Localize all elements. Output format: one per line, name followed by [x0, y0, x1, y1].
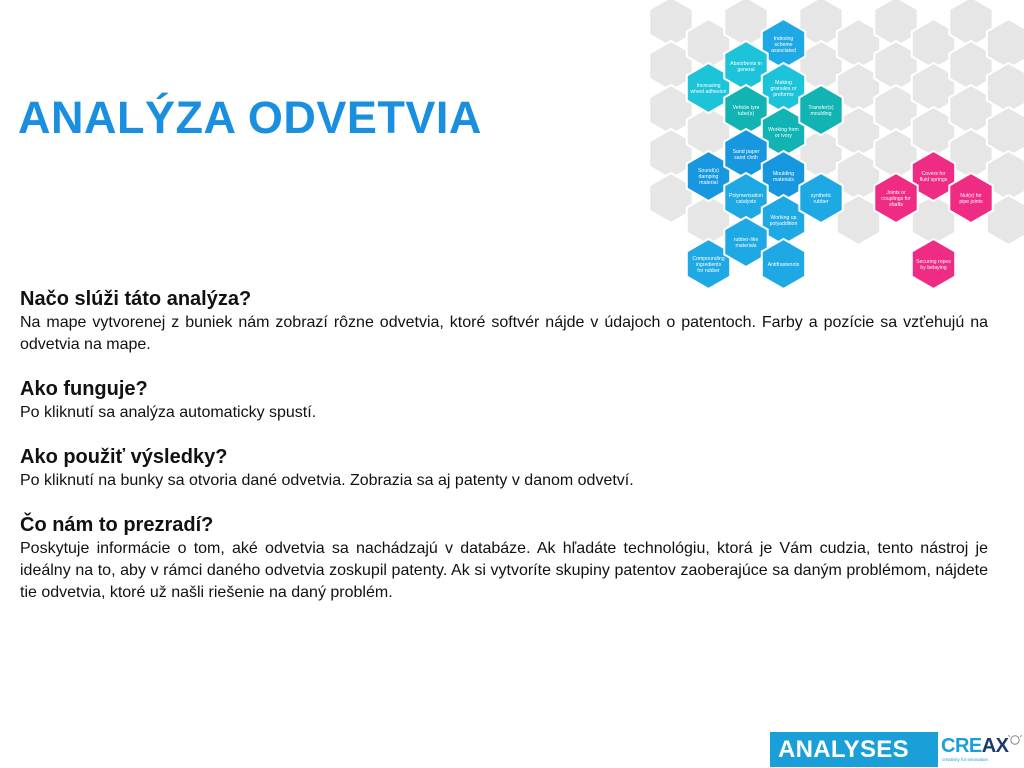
- hex-cell-label: Working form or ivory: [768, 126, 799, 140]
- section-body: Po kliknutí sa analýza automaticky spustí.: [20, 404, 317, 421]
- section-how-it-works: [20, 377, 988, 424]
- analyses-label: ANALYSES: [770, 732, 938, 767]
- hex-cell-label: Increasing wheel adhesion: [690, 82, 727, 96]
- section-heading: Ako použiť výsledky?: [20, 446, 228, 468]
- footer-branding: [770, 730, 1024, 768]
- hex-cell-label: Sand paper sand cloth: [732, 148, 760, 162]
- section-heading: Ako funguje?: [20, 378, 148, 400]
- hex-cell-label: Vehicle tyre tube(s): [732, 104, 760, 118]
- hex-cell-label: rubber-like materials: [733, 236, 759, 250]
- creax-wordmark-ax: AX: [981, 735, 1009, 757]
- hex-cell-label: Moulding materials: [772, 170, 795, 184]
- hex-cell-label: Sound(s) damping material: [697, 167, 720, 187]
- hex-cell-label: Polymerisation catalysts: [728, 192, 764, 206]
- page-title: ANALÝZA ODVETVIA: [18, 92, 482, 143]
- hex-cell-label: Transfer(s) moulding: [808, 104, 834, 118]
- hex-cell-label: Compounding ingredients for rubber: [692, 255, 725, 275]
- section-body: Po kliknutí na bunky sa otvoria dané odvetvia. Zobrazia sa aj patenty v danom odvetví.: [20, 472, 634, 489]
- hex-cell-label: Absorbents in general: [730, 60, 762, 74]
- hex-cell-label: synthetic rubber: [810, 192, 832, 206]
- creax-logo: [938, 732, 1024, 767]
- section-how-to-use: [20, 445, 988, 492]
- hex-cell-label: Antifrastenots: [767, 262, 800, 268]
- creax-wordmark-cre: CRE: [941, 735, 982, 757]
- hex-cell-label: Making granules or preforms: [770, 79, 797, 99]
- hex-cell[interactable]: [912, 239, 955, 289]
- creax-wordmark: [941, 736, 1009, 756]
- section-heading: Načo slúži táto analýza?: [20, 288, 252, 310]
- hex-cell-label: Indexing scheme associated: [771, 35, 796, 55]
- content: [20, 287, 988, 625]
- hex-cell-label: Joints or couplings for shafts: [881, 189, 911, 209]
- hex-cell-label: Securing ropes by belaying: [916, 258, 951, 272]
- creax-tagline: creativity for innovation: [942, 757, 989, 762]
- hex-cell-label: Working up polyaddition: [769, 214, 798, 228]
- section-body: Poskytuje informácie o tom, aké odvetvia sa nachádzajú v databáze. Ak hľadáte technológiu, ktorá je Vám cudzia, tento nástroj je ideálny na to, aby v rámci daného odvetvia zoskupil patenty. Ak si vytvoríte skupiny patentov zaoberajúce sa daným problémom, nájdete tie odvetvia, ktoré už našli riešenie na daný problém.: [20, 540, 988, 601]
- section-what-it-reveals: [20, 513, 988, 604]
- hex-cell-label: Covers for fluid springs: [919, 170, 948, 184]
- section-purpose: [20, 287, 988, 356]
- lightbulb-icon: [1008, 734, 1022, 746]
- section-heading: Čo nám to prezradí?: [20, 514, 214, 536]
- hexagon-industry-map[interactable]: [636, 0, 1024, 275]
- section-body: Na mape vytvorenej z buniek nám zobrazí rôzne odvetvia, ktoré softvér nájde v údajoch o patentoch. Farby a pozície sa vzťehujú na odvetvia na mape.: [20, 314, 988, 353]
- hex-cell-label: Nut(s) for pipe joints: [959, 192, 983, 206]
